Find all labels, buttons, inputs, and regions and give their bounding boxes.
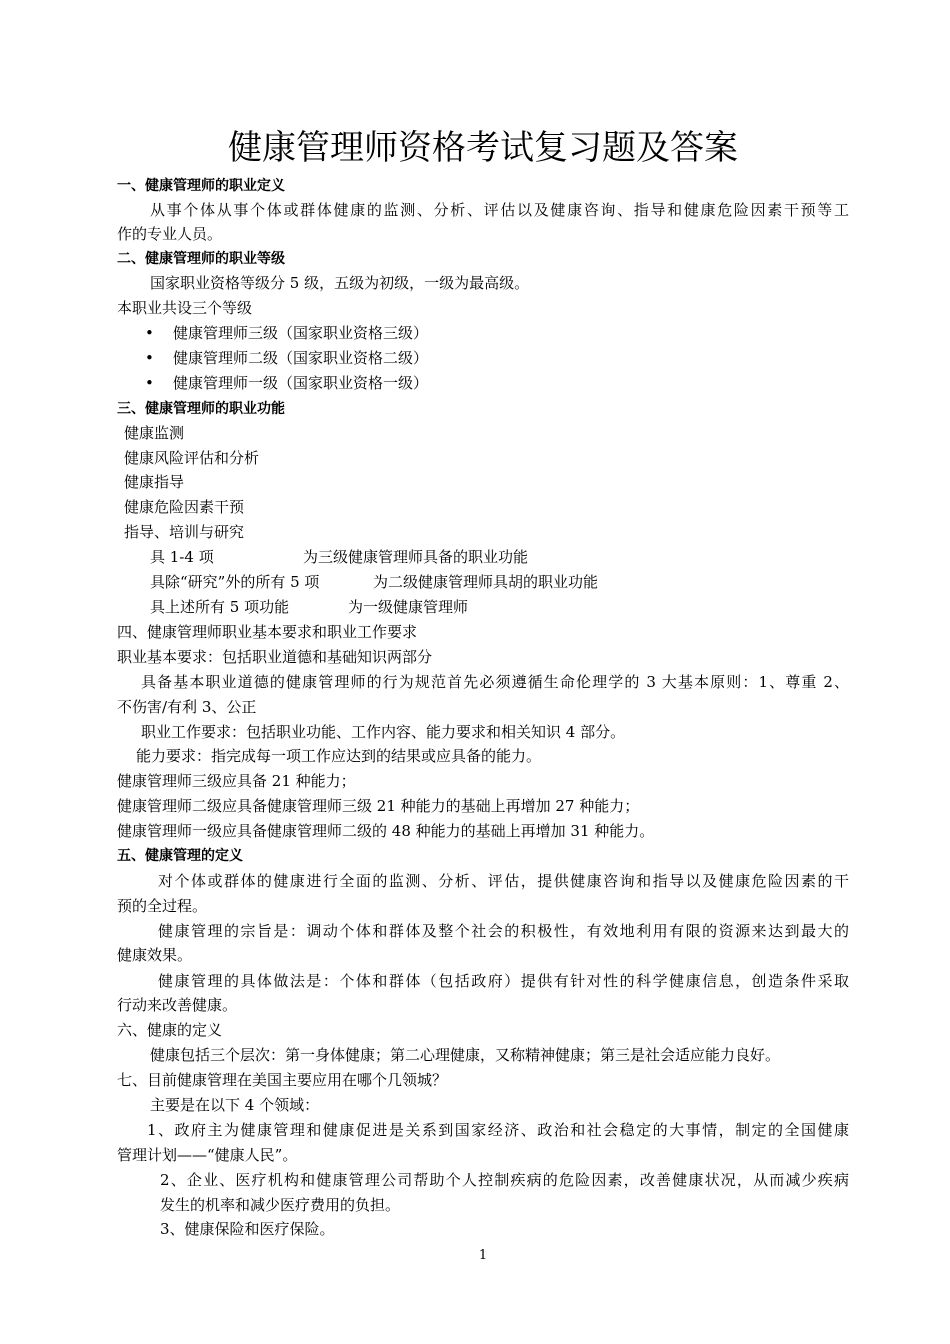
paragraph-line: 预的全过程。 — [117, 897, 208, 915]
paragraph-line: 1、政府主为健康管理和健康促进是关系到国家经济、政治和社会稳定的大事情，制定的全国健康 — [147, 1121, 849, 1139]
paragraph-line: 具备基本职业道德的健康管理师的行为规范首先必须遵循生命伦理学的 3 大基本原则：1、尊重 2、 — [141, 673, 849, 691]
list-item: 健康监测 — [124, 424, 185, 442]
paragraph-line: 管理计划——“健康人民”。 — [117, 1146, 298, 1164]
paragraph-line: 健康管理师三级应具备 21 种能力； — [117, 772, 356, 790]
paragraph-line: 健康效果。 — [117, 946, 193, 964]
function-row-left: 具上述所有 5 项功能 — [150, 598, 290, 616]
paragraph-line: 本职业共设三个等级 — [117, 299, 253, 317]
paragraph-line: 国家职业资格等级分 5 级，五级为初级，一级为最高级。 — [150, 274, 530, 292]
list-item: 健康管理师三级（国家职业资格三级） — [173, 324, 429, 342]
section-heading-3: 三、健康管理师的职业功能 — [117, 401, 285, 417]
section-heading-7: 七、目前健康管理在美国主要应用在哪个几领城？ — [117, 1071, 448, 1089]
section-heading-5: 五、健康管理的定义 — [117, 848, 243, 864]
bullet-icon: • — [145, 374, 154, 392]
paragraph-line: 3、健康保险和医疗保险。 — [160, 1220, 335, 1238]
paragraph-line: 作的专业人员。 — [117, 225, 223, 243]
section-heading-4: 四、健康管理师职业基本要求和职业工作要求 — [117, 623, 418, 641]
section-heading-2: 二、健康管理师的职业等级 — [117, 251, 285, 267]
paragraph-line: 职业基本要求：包括职业道德和基础知识两部分 — [117, 648, 433, 666]
paragraph-line: 健康管理师二级应具备健康管理师三级 21 种能力的基础上再增加 27 种能力； — [117, 797, 640, 815]
bullet-icon: • — [145, 349, 154, 367]
section-heading-1: 一、健康管理师的职业定义 — [117, 178, 285, 194]
paragraph-line: 对个体或群体的健康进行全面的监测、分析、评估，提供健康咨询和指导以及健康危险因素的干 — [158, 872, 849, 890]
paragraph-line: 能力要求：指完成每一项工作应达到的结果或应具备的能力。 — [136, 747, 542, 765]
list-item: 健康风险评估和分析 — [124, 449, 260, 467]
list-item: 健康管理师一级（国家职业资格一级） — [173, 374, 429, 392]
paragraph-line: 健康管理的具体做法是：个体和群体（包括政府）提供有针对性的科学健康信息，创造条件采取 — [158, 972, 849, 990]
function-row-right: 为二级健康管理师具胡的职业功能 — [373, 573, 599, 591]
paragraph-line: 不伤害/有利 3、公正 — [117, 698, 257, 716]
function-row-left: 具除“研究”外的所有 5 项 — [150, 573, 320, 591]
section-heading-6: 六、健康的定义 — [117, 1021, 223, 1039]
paragraph-line: 行动来改善健康。 — [117, 996, 238, 1014]
paragraph-line: 从事个体从事个体或群体健康的监测、分析、评估以及健康咨询、指导和健康危险因素干预等工 — [150, 201, 849, 219]
page-number: 1 — [478, 1248, 488, 1263]
paragraph-line: 发生的机率和减少医疗费用的负担。 — [160, 1196, 401, 1214]
function-row-right: 为一级健康管理师 — [348, 598, 469, 616]
paragraph-line: 健康包括三个层次：第一身体健康；第二心理健康，又称精神健康；第三是社会适应能力良好。 — [150, 1046, 781, 1064]
paragraph-line: 健康管理的宗旨是：调动个体和群体及整个社会的积极性，有效地利用有限的资源来达到最大的 — [158, 922, 849, 940]
list-item: 健康管理师二级（国家职业资格二级） — [173, 349, 429, 367]
function-row-right: 为三级健康管理师具备的职业功能 — [303, 548, 529, 566]
list-item: 健康指导 — [124, 473, 185, 491]
paragraph-line: 健康管理师一级应具备健康管理师二级的 48 种能力的基础上再增加 31 种能力。 — [117, 822, 655, 840]
list-item: 指导、培训与研究 — [124, 523, 245, 541]
list-item: 健康危险因素干预 — [124, 498, 245, 516]
paragraph-line: 2、企业、医疗机构和健康管理公司帮助个人控制疾病的危险因素，改善健康状况，从而减少疾病 — [160, 1171, 849, 1189]
bullet-icon: • — [145, 324, 154, 342]
paragraph-line: 主要是在以下 4 个领域： — [150, 1096, 320, 1114]
function-row-left: 具 1-4 项 — [150, 548, 214, 566]
page-title: 健康管理师资格考试复习题及答案 — [228, 128, 738, 168]
paragraph-line: 职业工作要求：包括职业功能、工作内容、能力要求和相关知识 4 部分。 — [141, 723, 626, 741]
